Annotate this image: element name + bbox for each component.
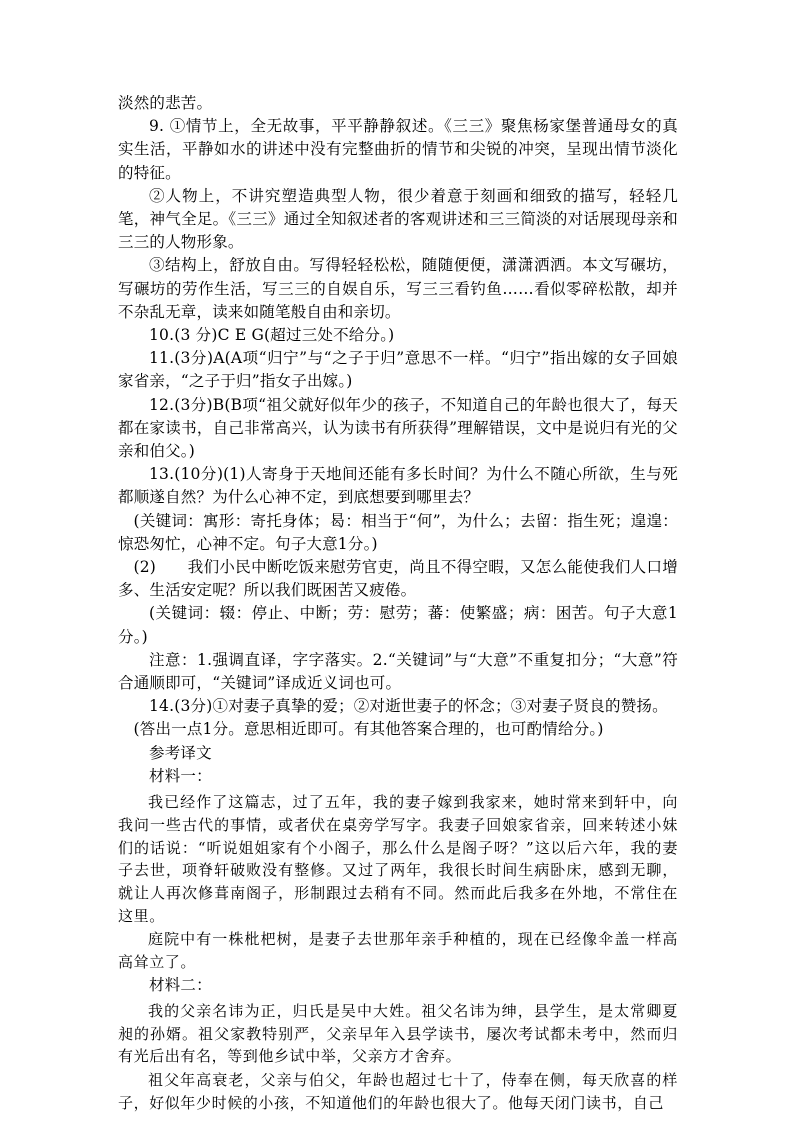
material-2-paragraph-2: 祖父年高衰老，父亲与伯父，年龄也超过七十了，侍奉在侧，每天欣喜的样子，好似年少时候的小孩，不知道他们的年龄也很大了。他每天闭门读书，自己 [118,1071,678,1112]
answer-13-1-keywords: (关键词：寓形：寄托身体；曷：相当于“何”，为什么；去留：指生死；遑遑：惊恐匆忙，心神不定。句子大意1分。) [118,511,678,553]
answer-12: 12.(3分)B(B项“祖父就好似年少的孩子，不知道自己的年龄也很大了，每天都在家读书，自己非常高兴，认为读书有所获得”理解错误，文中是说归有光的父亲和伯父。) [118,395,678,461]
answer-13-2: (2) 我们小民中断吃饭来慰劳官吏，尚且不得空暇，又怎么能使我们人口增多、生活安定呢？所以我们既困苦又疲倦。 [118,558,678,600]
material-2-heading: 材料二： [149,975,212,994]
answer-10: 10.(3 分)C E G(超过三处不给分。) [149,326,395,345]
answer-9-character: ②人物上，不讲究塑造典型人物，很少着意于刻画和细致的描写，轻轻几笔，神气全足。《三三》通过全知叙述者的客观讲述和三三简淡的对话展现母亲和三三的人物形象。 [118,186,678,252]
answer-13-note: 注意：1.强调直译，字字落实。2.“关键词”与“大意”不重复扣分；“大意”符合通顺即可，“关键词”译成近义词也可。 [118,650,678,693]
answer-13-2-keywords: (关键词：辍：停止、中断；劳：慰劳；蕃：使繁盛；病：困苦。句子大意1分。) [118,604,678,646]
answer-14-scoring: (答出一点1分。意思相近即可。有其他答案合理的，也可酌情给分。) [133,720,604,739]
reference-translation-heading: 参考译文 [149,743,212,762]
answer-9-structure: ③结构上，舒放自由。写得轻轻松松，随随便便，潇潇洒洒。本文写碾坊，写碾坊的劳作生活，写三三的自娱自乐，写三三看钓鱼……看似零碎松散，却并不杂乱无章，读来如随笔般自由和亲切。 [118,256,678,321]
answer-11: 11.(3分)A(A项“归宁”与“之子于归”意思不一样。“归宁”指出嫁的女子回娘家省亲，“之子于归”指女子出嫁。) [118,349,678,391]
material-1-paragraph-1: 我已经作了这篇志，过了五年，我的妻子嫁到我家来，她时常来到轩中，向我问一些古代的事情，或者伏在桌旁学写字。我妻子回娘家省亲，回来转述小妹们的话说：“听说姐姐家有个小阁子，那么什么是阁子呀？”这以后六年，我的妻子去世，项脊轩破败没有整修。又过了两年，我很长时间生病卧床，感到无聊，就让人再次修葺南阁子，形制跟过去稍有不同。然而此后我多在外地，不常住在这里。 [118,793,678,925]
answer-text-block [118,92,678,1114]
material-2-paragraph-1: 我的父亲名讳为正，归氏是吴中大姓。祖父名讳为绅，县学生，是太常卿夏昶的孙婿。祖父家教特别严，父亲早年入县学读书，屡次考试都未考中，然而归有光后出有名，等到他乡试中举，父亲方才舍弃。 [118,1001,678,1066]
answer-13-1: 13.(10分)(1)人寄身于天地间还能有多长时间？为什么不随心所欲，生与死都顺遂自然？为什么心神不定，到底想要到哪里去？ [118,465,678,507]
answer-14: 14.(3分)①对妻子真挚的爱；②对逝世妻子的怀念；③对妻子贤良的赞扬。 [149,697,668,716]
paragraph-continuation: 淡然的悲苦。 [118,94,213,112]
answer-9-plot: 9. ①情节上，全无故事，平平静静叙述。《三三》聚焦杨家堡普通母女的真实生活，平静如水的讲述中没有完整曲折的情节和尖锐的冲突，呈现出情节淡化的特征。 [118,117,678,182]
material-1-heading: 材料一： [149,766,212,785]
material-1-paragraph-2: 庭院中有一株枇杷树，是妻子去世那年亲手种植的，现在已经像伞盖一样高高耸立了。 [118,930,678,972]
